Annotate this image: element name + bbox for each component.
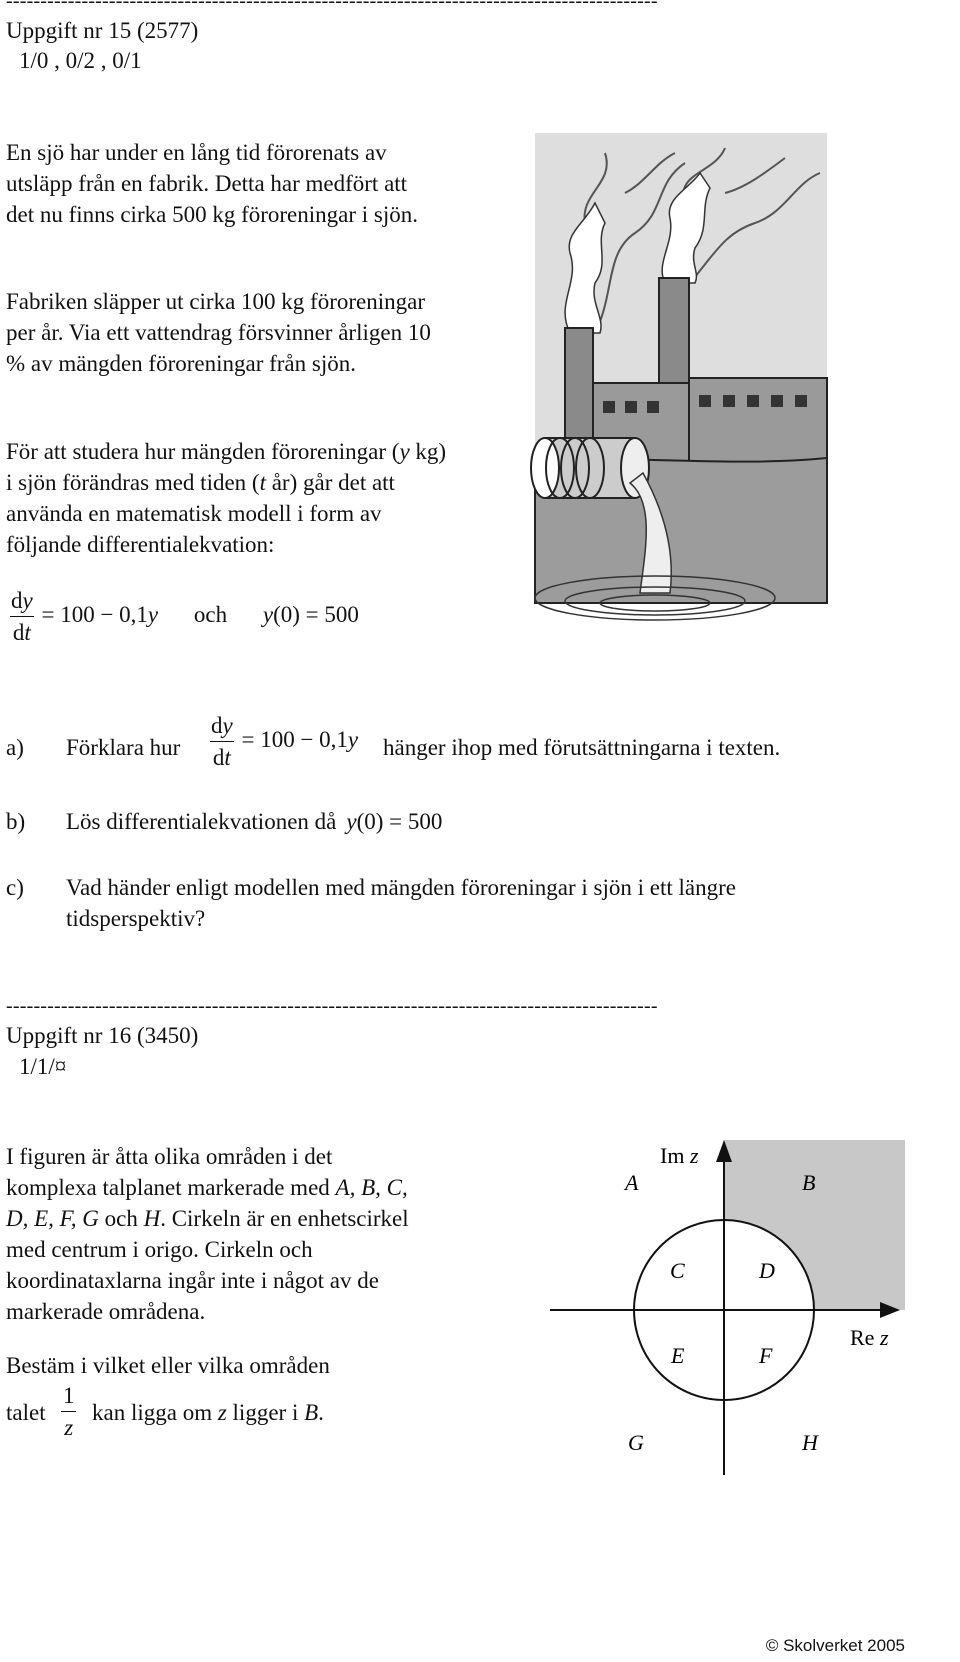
task-16-title: Uppgift nr 16 (3450) xyxy=(6,1023,199,1048)
question-b-text: Lös differentialekvationen då y(0) = 500 xyxy=(66,809,443,834)
re-axis-label: Re z xyxy=(850,1325,889,1350)
region-d-label: D xyxy=(759,1258,775,1283)
region-g-label: G xyxy=(628,1430,644,1455)
question-c-label: c) xyxy=(6,875,24,900)
initial-condition: y(0) = 500 xyxy=(262,601,359,627)
paragraph-1: En sjö har under en lång tid förorenats av utsläpp från en fabrik. Detta har medfört att det nu finns cirka 500 kg föroreningar i sjön. xyxy=(6,140,418,227)
question-a-text-1: Förklara hur xyxy=(66,735,181,760)
question-b xyxy=(6,806,906,838)
separator-line: ----------------------------------------------------------------------------------------------- xyxy=(6,0,658,11)
question-b-label: b) xyxy=(6,809,26,834)
task-15-paragraph-2 xyxy=(6,286,436,379)
question-a-label: a) xyxy=(6,735,24,760)
im-axis-label: Im z xyxy=(660,1143,699,1168)
question-c-text: Vad händer enligt modellen med mängden föroreningar i sjön i ett längre tidsperspektiv? xyxy=(66,875,736,931)
task-15-title: Uppgift nr 15 (2577) xyxy=(6,18,199,43)
question-a-text-2: hänger ihop med förutsättningarna i texten. xyxy=(383,735,781,760)
task-15-points: 1/0 , 0/2 , 0/1 xyxy=(19,48,142,73)
factory-pollution-illustration xyxy=(525,133,831,643)
region-f-label: F xyxy=(759,1343,773,1368)
task-16-points: 1/1/¤ xyxy=(19,1054,67,1079)
complex-plane-figure xyxy=(540,1130,910,1480)
task-16-paragraph-1: I figuren är åtta olika områden i det komplexa talplanet markerade med A, B, C, D, E, F, G och H. Cirkeln är en enhetscirkel med centrum i origo. Cirkeln och koordinataxlarna ingår inte i något av de markerade områdena. xyxy=(6,1144,409,1324)
question-a xyxy=(6,714,906,784)
region-a-label: A xyxy=(625,1170,639,1195)
question-a-equation: $\frac{dy}{dt}$ = 100 − 0,1y xyxy=(211,713,359,770)
separator-line: ----------------------------------------------------------------------------------------------- xyxy=(6,996,658,1016)
copyright-footer: © Skolverket 2005 xyxy=(765,1636,905,1655)
region-c-label: C xyxy=(670,1258,685,1283)
paragraph-2: Fabriken släpper ut cirka 100 kg föroreningar per år. Via ett vattendrag försvinner årligen 10 % av mängden föroreningar från sjön. xyxy=(6,289,431,376)
differential-equation xyxy=(8,589,359,644)
question-c xyxy=(6,872,906,934)
task-15-intro xyxy=(6,137,436,230)
task-16-paragraph-2: Bestäm i vilket eller vilka områden xyxy=(6,1353,330,1378)
region-e-label: E xyxy=(671,1343,685,1368)
region-h-label: H xyxy=(802,1430,818,1455)
task-15-paragraph-3 xyxy=(6,436,456,560)
equation-och: och xyxy=(193,601,228,627)
dy-dt-fraction: $\frac{dy}{dt}$ xyxy=(11,588,33,645)
one-over-z-fraction: $\frac{1}{z}$ xyxy=(63,1383,75,1440)
equation-rhs: = 100 − 0,1y xyxy=(41,601,159,627)
region-b-label: B xyxy=(802,1170,816,1195)
paragraph-3: För att studera hur mängden föroreningar (y kg) i sjön förändras med tiden (t år) går det att använda en matematisk modell i form av följande differentialekvation: xyxy=(6,439,447,557)
